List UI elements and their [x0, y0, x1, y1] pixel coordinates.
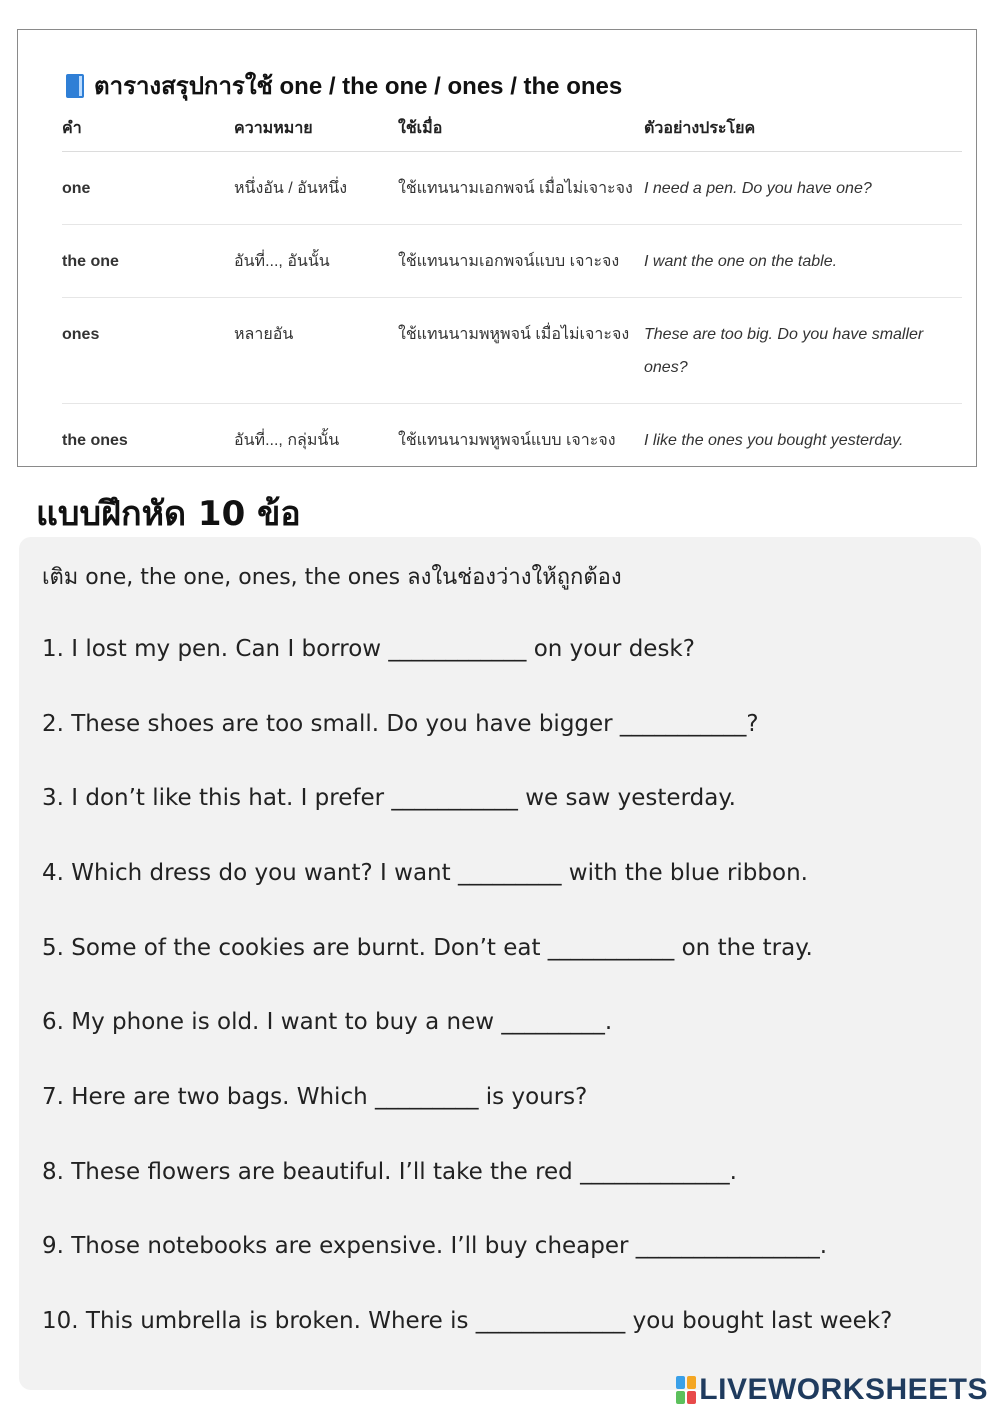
summary-title-text: ตารางสรุปการใช้ one / the one / ones / the ones	[94, 73, 623, 100]
question-7: 7. Here are two bags. Which _________ is yours?	[42, 1084, 588, 1110]
row-example: I like the ones you bought yesterday.	[644, 432, 904, 449]
row-example: I need a pen. Do you have one?	[644, 180, 872, 197]
logo-mark-square	[676, 1376, 685, 1389]
question-1: 1. I lost my pen. Can I borrow ____________ on your desk?	[42, 636, 695, 662]
col-header-meaning: ความหมาย	[234, 110, 398, 152]
question-8: 8. These flowers are beautiful. I’ll take the red _____________.	[42, 1159, 737, 1185]
row-word: one	[62, 180, 91, 197]
row-usage: ใช้แทนนามพหูพจน์แบบ เจาะจง	[398, 432, 616, 449]
table-row	[62, 152, 962, 225]
summary-table	[62, 110, 962, 476]
exercise-heading: แบบฝึกหัด 10 ข้อ	[36, 494, 301, 534]
row-usage: ใช้แทนนามพหูพจน์ เมื่อไม่เจาะจง	[398, 326, 630, 343]
row-word: the one	[62, 253, 119, 270]
col-header-word: คำ	[62, 110, 234, 152]
logo-mark-square	[687, 1376, 696, 1389]
summary-panel	[17, 29, 977, 467]
row-usage: ใช้แทนนามเอกพจน์แบบ เจาะจง	[398, 253, 620, 270]
row-meaning: หนึ่งอัน / อันหนึ่ง	[234, 180, 348, 197]
summary-title	[66, 66, 622, 105]
liveworksheets-logo[interactable]	[676, 1373, 988, 1407]
table-row	[62, 298, 962, 404]
question-10: 10. This umbrella is broken. Where is _____________ you bought last week?	[42, 1308, 893, 1334]
exercise-box	[19, 537, 981, 1390]
question-9: 9. Those notebooks are expensive. I’ll buy cheaper ________________.	[42, 1233, 828, 1259]
liveworksheets-logo-text: LIVEWORKSHEETS	[699, 1373, 988, 1406]
question-6: 6. My phone is old. I want to buy a new _________.	[42, 1009, 613, 1035]
row-word: ones	[62, 326, 100, 343]
row-meaning: อันที่..., กลุ่มนั้น	[234, 432, 340, 449]
row-usage: ใช้แทนนามเอกพจน์ เมื่อไม่เจาะจง	[398, 180, 633, 197]
row-example: I want the one on the table.	[644, 253, 838, 270]
liveworksheets-logo-icon	[676, 1376, 696, 1404]
logo-mark-square	[676, 1391, 685, 1404]
logo-mark-square	[687, 1391, 696, 1404]
table-row	[62, 404, 962, 477]
exercise-instruction: เติม one, the one, ones, the ones ลงในช่องว่างให้ถูกต้อง	[42, 565, 622, 590]
question-3: 3. I don’t like this hat. I prefer ___________ we saw yesterday.	[42, 785, 736, 811]
question-2: 2. These shoes are too small. Do you have bigger ___________?	[42, 711, 759, 737]
book-icon	[66, 74, 84, 98]
summary-header-row	[62, 110, 962, 152]
row-word: the ones	[62, 432, 128, 449]
question-5: 5. Some of the cookies are burnt. Don’t eat ___________ on the tray.	[42, 935, 813, 961]
table-row	[62, 225, 962, 298]
row-meaning: อันที่..., อันนั้น	[234, 253, 330, 270]
row-example: These are too big. Do you have smaller ones?	[644, 326, 924, 376]
col-header-example: ตัวอย่างประโยค	[644, 110, 962, 152]
row-meaning: หลายอัน	[234, 326, 294, 343]
col-header-usage: ใช้เมื่อ	[398, 110, 644, 152]
question-4: 4. Which dress do you want? I want _________ with the blue ribbon.	[42, 860, 808, 886]
